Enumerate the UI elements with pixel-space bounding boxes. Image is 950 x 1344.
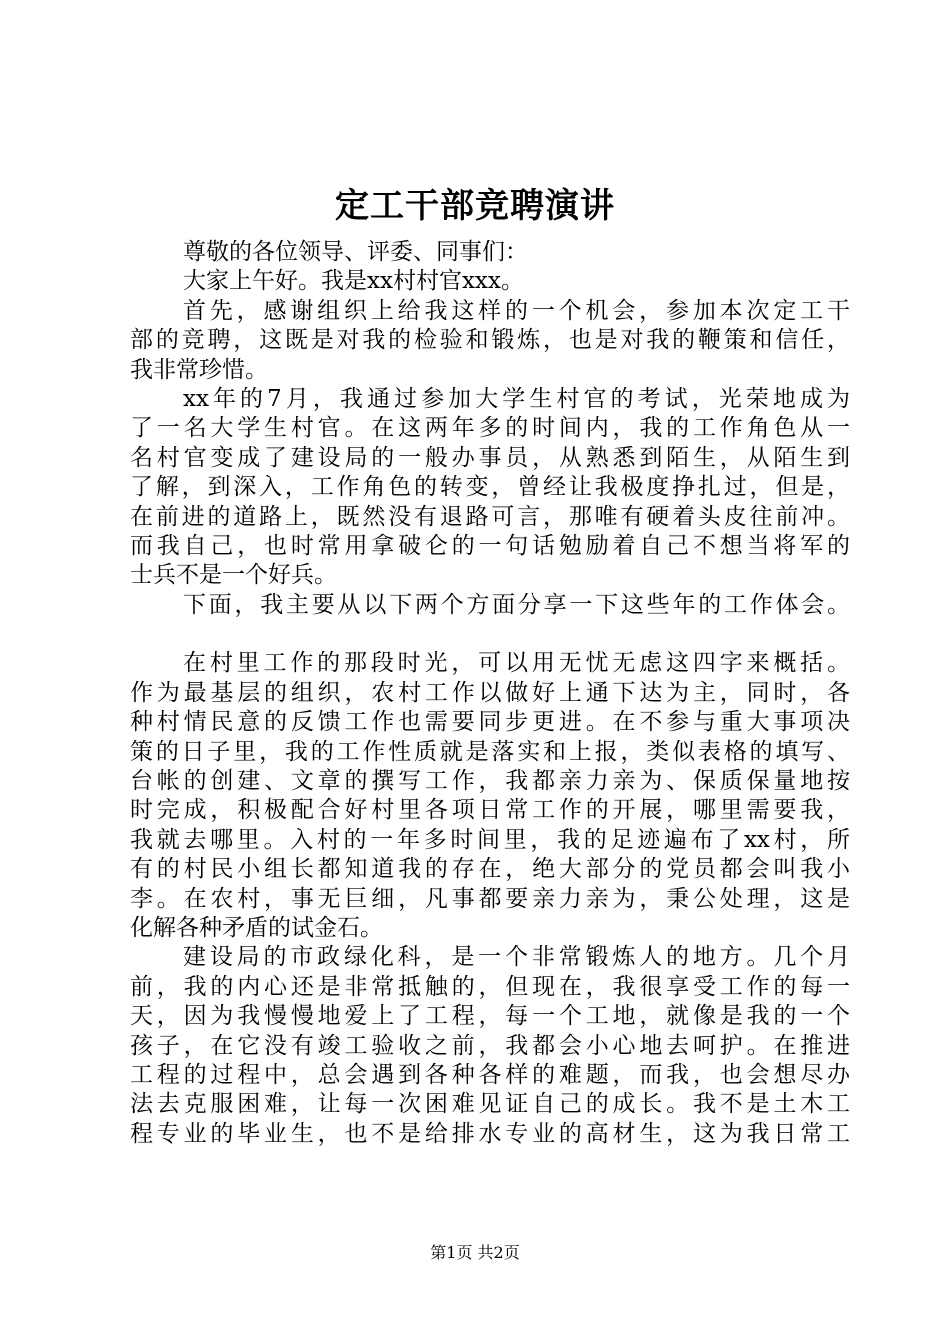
text-line: 我非常珍惜。 [130, 356, 268, 383]
text-line: 名村官变成了建设局的一般办事员，从熟悉到陌生，从陌生到 [130, 444, 850, 471]
text-line: 部的竞聘，这既是对我的检验和锻炼，也是对我的鞭策和信任， [130, 327, 850, 354]
text-line: 工程的过程中，总会遇到各种各样的难题，而我，也会想尽办 [130, 1061, 850, 1088]
page-footer: 第1页 共2页 [430, 1243, 520, 1262]
text-line: 了一名大学生村官。在这两年多的时间内，我的工作角色从一 [130, 415, 850, 442]
text-line: 台帐的创建、文章的撰写工作，我都亲力亲为、保质保量地按 [130, 768, 850, 795]
blank-line [130, 620, 850, 649]
text-line: 时完成，积极配合好村里各项日常工作的开展，哪里需要我， [130, 797, 850, 824]
text-line: 大家上午好。我是xx村村官xxx。 [183, 268, 524, 295]
text-line: 天，因为我慢慢地爱上了工程，每一个工地，就像是我的一个 [130, 1003, 850, 1030]
text-line: 了解，到深入，工作角色的转变，曾经让我极度挣扎过，但是， [130, 474, 850, 501]
document-body [130, 238, 850, 1149]
text-line: 而我自己，也时常用拿破仑的一句话勉励着自己不想当将军的 [130, 532, 850, 559]
text-line: 种村情民意的反馈工作也需要同步更进。在不参与重大事项决 [130, 709, 850, 736]
text-line: 前，我的内心还是非常抵触的，但现在，我很享受工作的每一 [130, 973, 850, 1000]
text-line: 程专业的毕业生，也不是给排水专业的高材生，这为我日常工 [130, 1120, 850, 1147]
text-line: 下面，我主要从以下两个方面分享一下这些年的工作体会。 [183, 591, 850, 618]
text-line: 在前进的道路上，既然没有退路可言，那唯有硬着头皮往前冲。 [130, 503, 850, 530]
text-line: 建设局的市政绿化科，是一个非常锻炼人的地方。几个月 [183, 944, 850, 971]
text-line: 化解各种矛盾的试金石。 [130, 914, 383, 941]
text-line: 我就去哪里。入村的一年多时间里，我的足迹遍布了xx村，所 [130, 826, 850, 853]
text-line: 作为最基层的组织，农村工作以做好上通下达为主，同时，各 [130, 679, 850, 706]
text-line: 尊敬的各位领导、评委、同事们： [183, 239, 528, 265]
text-line: xx年的7月，我通过参加大学生村官的考试，光荣地成为 [183, 385, 850, 412]
text-line: 孩子，在它没有竣工验收之前，我都会小心地去呵护。在推进 [130, 1032, 850, 1059]
text-line: 有的村民小组长都知道我的存在，绝大部分的党员都会叫我小 [130, 856, 850, 883]
text-line: 策的日子里，我的工作性质就是落实和上报，类似表格的填写、 [130, 738, 850, 765]
document-title: 定工干部竞聘演讲 [335, 186, 615, 226]
text-line: 首先，感谢组织上给我这样的一个机会，参加本次定工干 [183, 297, 850, 324]
text-line: 李。在农村，事无巨细，凡事都要亲力亲为，秉公处理，这是 [130, 885, 850, 912]
text-line: 法去克服困难，让每一次困难见证自己的成长。我不是土木工 [130, 1091, 850, 1118]
text-line: 在村里工作的那段时光，可以用无忧无虑这四字来概括。 [183, 650, 850, 677]
text-line: 士兵不是一个好兵。 [130, 562, 337, 589]
